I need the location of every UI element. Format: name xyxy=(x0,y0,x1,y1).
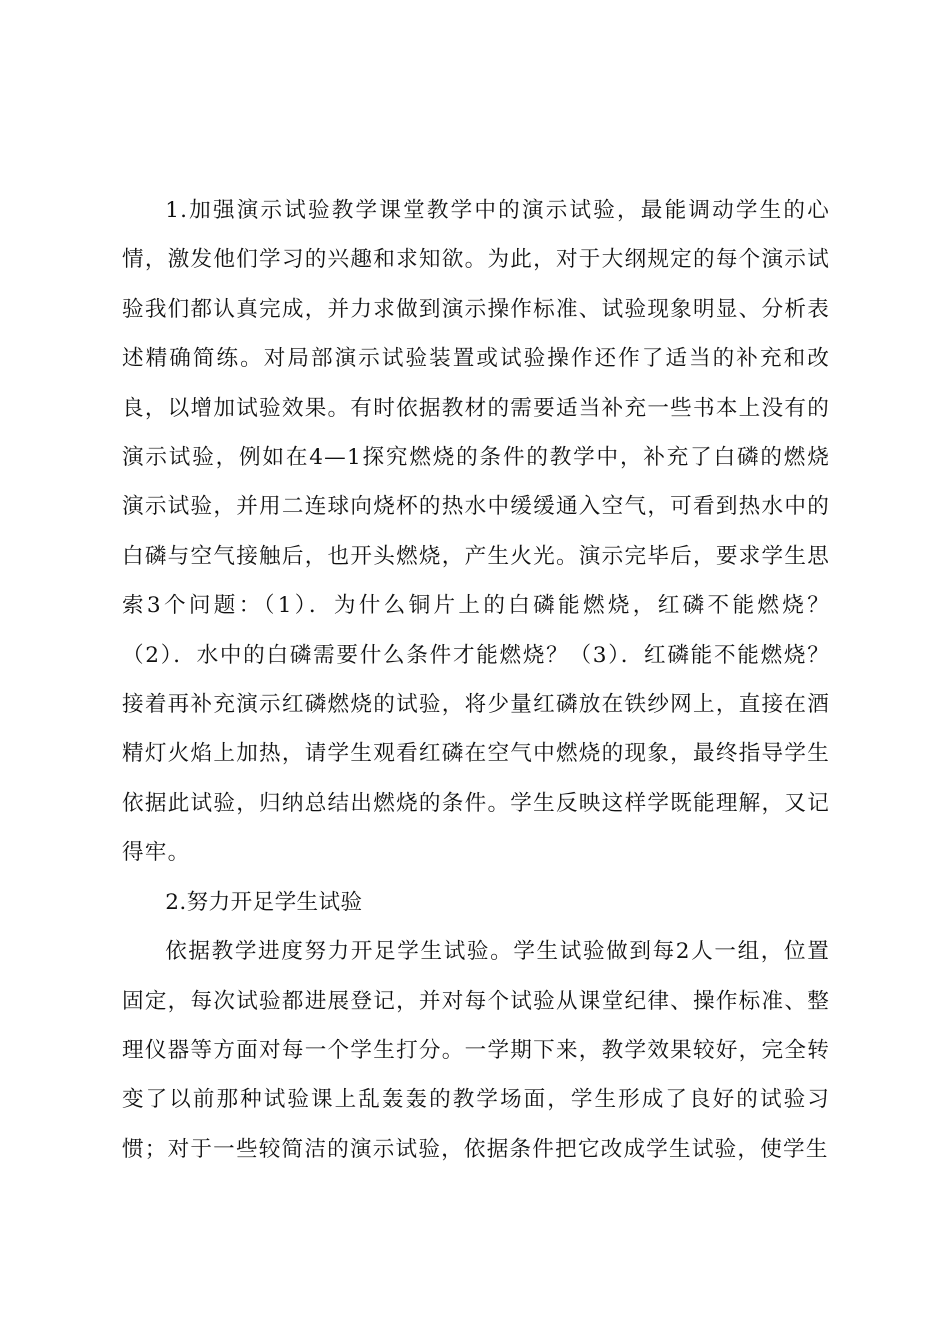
paragraph-student-experiments: 依据教学进度努力开足学生试验。学生试验做到每2人一组，位置固定，每次试验都进展登记，并对每个试验从课堂纪律、操作标准、整理仪器等方面对每一个学生打分。一学期下来，教学效果较好，完全转变了以前那种试验课上乱轰轰的教学场面，学生形成了良好的试验习惯；对于一些较简洁的演示试验，依据条件把它改成学生试验，使学生 xyxy=(122,939,830,1162)
paragraph-demonstration-experiments: 1.加强演示试验教学课堂教学中的演示试验，最能调动学生的心情，激发他们学习的兴趣和求知欲。为此，对于大纲规定的每个演示试验我们都认真完成，并力求做到演示操作标准、试验现象明显、分析表述精确简练。对局部演示试验装置或试验操作还作了适当的补充和改良，以增加试验效果。有时依据教材的需要适当补充一些书本上没有的演示试验，例如在4—1探究燃烧的条件的教学中，补充了白磷的燃烧演示试验，并用二连球向烧杯的热水中缓缓通入空气，可看到热水中的白磷与空气接触后，也开头燃烧，产生火光。演示完毕后，要求学生思索3个问题：（1）．为什么铜片上的白磷能燃烧，红磷不能燃烧？（2）．水中的白磷需要什么条件才能燃烧？（3）．红磷能不能燃烧？接着再补充演示红磷燃烧的试验，将少量红磷放在铁纱网上，直接在酒精灯火焰上加热，请学生观看红磷在空气中燃烧的现象，最终指导学生依据此试验，归纳总结出燃烧的条件。学生反映这样学既能理解，又记得牢。 xyxy=(122,198,830,866)
section-heading-student-experiments: 2.努力开足学生试验 xyxy=(165,889,363,915)
document-body xyxy=(122,186,830,1174)
